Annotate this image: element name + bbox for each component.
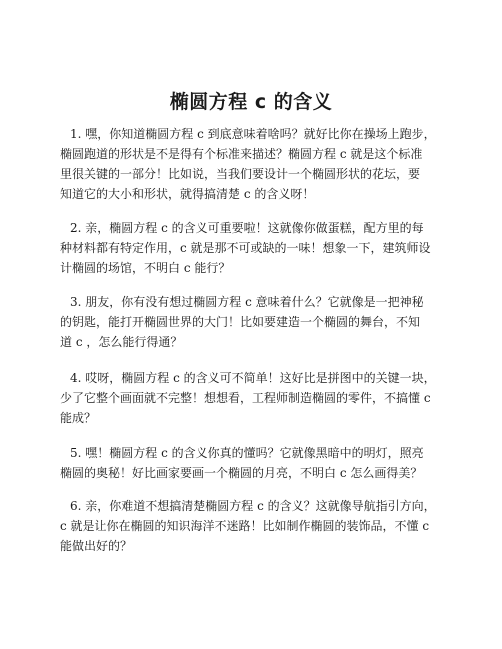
paragraph-line: 种材料都有特定作用，c 就是那不可或缺的一味！想象一下，建筑师设 xyxy=(60,241,431,255)
paragraph-line: 椭圆的奥秘！好比画家要画一个椭圆的月亮，不明白 c 怎么画得美？ xyxy=(60,466,423,480)
paragraph-line: 5. 嘿！椭圆方程 c 的含义你真的懂吗？它就像黑暗中的明灯，照亮 xyxy=(70,446,424,460)
paragraph-line: c 就是让你在椭圆的知识海洋不迷路！比如制作椭圆的装饰品，不懂 c xyxy=(60,519,430,533)
paragraph-line: 椭圆跑道的形状是不是得有个标准来描述？椭圆方程 c 就是这个标准 xyxy=(60,147,423,161)
paragraph-line: 的钥匙，能打开椭圆世界的大门！比如要建造一个椭圆的舞台，不知 xyxy=(60,315,421,329)
paragraph-line: 6. 亲，你难道不想搞清楚椭圆方程 c 的含义？这就像导航指引方向， xyxy=(70,499,436,513)
paragraph-line: 3. 朋友，你有没有想过椭圆方程 c 意味着什么？它就像是一把神秘 xyxy=(70,295,424,309)
document-title: 椭圆方程 c 的含义 xyxy=(169,91,333,113)
paragraph-line: 2. 亲，椭圆方程 c 的含义可重要啦！这就像你做蛋糕，配方里的每 xyxy=(70,221,424,235)
paragraph-1 xyxy=(60,124,460,204)
paragraph-4 xyxy=(60,368,460,428)
paragraph-line: 1. 嘿，你知道椭圆方程 c 到底意味着啥吗？就好比你在操场上跑步， xyxy=(70,127,436,141)
paragraph-6 xyxy=(60,496,460,556)
paragraph-3 xyxy=(60,292,460,352)
paragraph-line: 4. 哎呀，椭圆方程 c 的含义可不简单！这好比是拼图中的关键一块， xyxy=(70,371,436,385)
paragraph-line: 知道它的大小和形状，就得搞清楚 c 的含义呀！ xyxy=(60,187,315,201)
paragraph-line: 计椭圆的场馆，不明白 c 能行？ xyxy=(60,261,231,275)
paragraph-5 xyxy=(60,443,460,483)
paragraph-line: 能成？ xyxy=(60,411,97,425)
paragraph-2 xyxy=(60,218,460,278)
paragraph-line: 里很关键的一部分！比如说，当我们要设计一个椭圆形状的花坛，要 xyxy=(60,167,421,181)
paragraph-line: 少了它整个画面就不完整！想想看，工程师制造椭圆的零件，不搞懂 c xyxy=(60,391,431,405)
paragraph-line: 道 c ，怎么能行得通？ xyxy=(60,335,183,349)
paragraph-line: 能做出好的？ xyxy=(60,539,133,553)
